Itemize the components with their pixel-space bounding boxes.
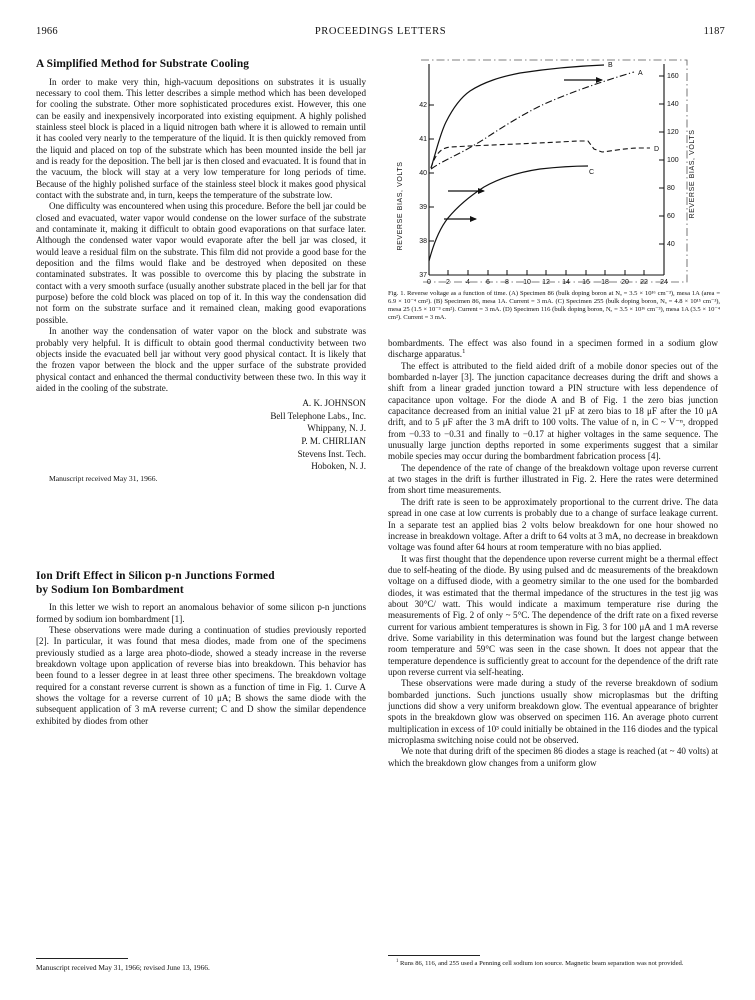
svg-text:41: 41 <box>419 136 427 143</box>
figure-border <box>421 60 687 282</box>
svg-text:38: 38 <box>419 238 427 245</box>
svg-text:140: 140 <box>667 101 679 108</box>
footnote-rule <box>388 955 480 956</box>
svg-text:8: 8 <box>505 279 509 286</box>
svg-text:20: 20 <box>621 279 629 286</box>
svg-text:4: 4 <box>466 279 470 286</box>
author-location: Hoboken, N. J. <box>311 461 366 472</box>
footnote-reference: 1 <box>462 348 466 356</box>
page-number-right: 1187 <box>703 26 725 37</box>
figure-1 <box>388 56 720 322</box>
column-spacer <box>36 484 366 570</box>
right-column-paragraph: The dependence of the rate of change of the breakdown voltage upon reverse current at two stages in the drift is further illustrated in Fig. 2. Here the rates were determined from short time measurements. <box>388 462 718 496</box>
journal-section-title: PROCEEDINGS LETTERS <box>314 26 447 37</box>
left-column <box>36 58 366 727</box>
footnote-marker: 1 <box>396 958 399 964</box>
article-2-paragraph: In this letter we wish to report an anomalous behavior of some silicon p-n junctions formed by sodium ion bombardment [1]. <box>36 602 366 624</box>
svg-text:16: 16 <box>582 279 590 286</box>
curve-a-label: A <box>638 70 643 77</box>
svg-text:0: 0 <box>427 279 431 286</box>
curve-b-arrow-annotation <box>564 77 603 83</box>
svg-text:10: 10 <box>523 279 531 286</box>
author-affiliation: Bell Telephone Labs., Inc. <box>270 410 366 421</box>
article-1-signature <box>36 397 366 473</box>
running-head <box>36 26 725 40</box>
right-column <box>388 338 718 769</box>
svg-text:120: 120 <box>667 129 679 136</box>
svg-text:40: 40 <box>667 241 675 248</box>
svg-text:100: 100 <box>667 157 679 164</box>
x-axis-ticks <box>429 270 664 275</box>
article-2-title <box>36 570 366 597</box>
figure-1-plot <box>388 56 720 288</box>
author-affiliation: Stevens Inst. Tech. <box>297 448 366 459</box>
article-1-paragraph: In another way the condensation of water vapor on the block and substrate was probably very helpful. It is difficult to obtain good thermal conductivity between two objects inside the evacuated bell jar without very good physical contact. It is likely that the frozen vapor between the block and the upper surface of the substrate provided physical contact and enhanced the thermal conductivity between these two. In this way it aided in the cooling of the substrate. <box>36 326 366 393</box>
svg-text:40: 40 <box>419 170 427 177</box>
y-axis-right-title: REVERSE BIAS, VOLTS <box>689 129 696 219</box>
curve-d-label: D <box>654 146 660 153</box>
curve-c <box>429 166 588 261</box>
y-axis-left-tick-labels <box>419 102 427 279</box>
curve-a <box>431 72 634 169</box>
svg-text:160: 160 <box>667 73 679 80</box>
right-column-paragraph: We note that during drift of the specimen 86 diodes a stage is reached (at ~ 40 volts) at which the breakdown glow changes from a uniform glow <box>388 746 718 768</box>
y-axis-right-tick-labels <box>667 73 679 248</box>
right-column-paragraph: The drift rate is seen to be approximately proportional to the current drive. The data spread in one case at low currents is probably due to a change of surface leakage current. In a separate test an applied bias 2 volts below breakdown for one hour showed no increase in breakdown voltage. After a drift to 64 volts at 3 mA, no decrease in breakdown voltage was found after 64 hours at room temperature with no bias applied. <box>388 496 718 553</box>
y-axis-left-title: REVERSE BIAS, VOLTS <box>397 161 404 251</box>
article-2-title-line-2: by Sodium Ion Bombardment <box>36 583 184 596</box>
svg-text:60: 60 <box>667 213 675 220</box>
right-column-paragraph-text: bombardments. The effect was also found in a specimen formed in a sodium glow discharge apparatus. <box>388 338 718 360</box>
svg-text:24: 24 <box>660 279 668 286</box>
page-number-left: 1966 <box>36 26 58 37</box>
svg-text:6: 6 <box>486 279 490 286</box>
article-1-manuscript-note: Manuscript received May 31, 1966. <box>49 473 158 483</box>
article-1-paragraph: In order to make very thin, high-vacuum depositions on substrates it is usually necessary to cool them. This letter describes a simple method which has been developed for cooling the substrate. Other more sophisticated procedures exist. However, this one can be easily and inexpensively incorporated into existing equipment. A highly polished stainless steel block is placed in a liquid nitrogen bath where it is allowed to remain until it has cooled very nearly to the temperature of the liquid. It is then quickly removed from the liquid and placed on top of the substrate which has been mounted inside the bell jar and is ready for the deposition. The bell jar is then closed and evacuated. It is found that in the vacuum, the block will stay at a very low temperature for long periods of time. Because of the highly polished surface of the stainless steel block it makes good physical contact with the substrate and, in turn, keeps the temperature of the substrate low. <box>36 76 366 201</box>
article-2-manuscript-note: Manuscript received May 31, 1966; revised June 13, 1966. <box>36 963 210 972</box>
svg-text:22: 22 <box>640 279 648 286</box>
article-2-paragraph: These observations were made during a continuation of studies previously reported [2]. In particular, it was found that mesa diodes, made from one of the specimens previously studied as a large area photo-diode, showed a steady increase in the reverse breakdown voltage upon application of reverse bias into breakdown. This behavior has been found to a lesser degree in at least three other specimens. The breakdown voltage required for a constant reverse current is shown as a function of time in Fig. 1. Curve A shows the voltage for a reverse current of 10 μA; B shows the same diode with the subsequent application of 3 mA reverse current; C and D show the similar dependence exhibited by diodes from other <box>36 625 366 726</box>
x-axis-tick-labels <box>427 279 668 286</box>
figure-1-caption <box>388 290 720 322</box>
article-1-paragraph: One difficulty was encountered when using this procedure. Before the bell jar could be closed and evacuated, water vapor would condense on the lower surface of the substrate and contaminate it, making it difficult to obtain good evaporations on that surface later. Although the condensed water vapor would evaporate after the bell jar was closed, it would leave a residual film on the substrate. This film did not provide a good base for the deposition and the films would flake and be destroyed when deposited on these contaminated substrates. It was possible to overcome this by placing the substrate in contact with a very smooth surface (usually another substrate placed in the bell jar for that purpose) before the cold block was placed on top of it. In this way the condensation did not form on the substrate surface and it remained clean, making good evaporations possible. <box>36 201 366 325</box>
svg-text:42: 42 <box>419 102 427 109</box>
curve-b-label: B <box>608 62 613 69</box>
svg-text:39: 39 <box>419 204 427 211</box>
article-2-title-line-1: Ion Drift Effect in Silicon p-n Junctions Formed <box>36 570 275 583</box>
author-name: A. K. JOHNSON <box>302 398 366 409</box>
svg-text:2: 2 <box>446 279 450 286</box>
right-column-paragraph: The effect is attributed to the field aided drift of a mobile donor species out of the bombarded n-layer [3]. The junction capacitance decreases during the drift and shows a shift from a linear graded junction toward a PIN structure with less dependence of capacitance upon voltage. For the diode A and B of Fig. 1 the zero bias junction capacitance decreased from an initial value 21 μF at zero bias to 18 μF after the 10 μA drift, and to 5 μF after the 3 mA drift to 100 volts. The value of n, in C ~ V⁻ⁿ, dropped from −0.33 to −0.31 and finally to −0.17 at higher voltages in the same sequence. The unusually large junction depths reported in some experiments suggest that a similar mobile species may occur during the bombardment fabrication process [4]. <box>388 360 718 462</box>
svg-text:80: 80 <box>667 185 675 192</box>
curve-c-arrow-annotation <box>448 188 485 194</box>
svg-text:14: 14 <box>562 279 570 286</box>
right-column-footnote <box>388 955 720 968</box>
footnote-rule <box>36 958 128 959</box>
article-2-footnote-area <box>36 958 366 972</box>
right-column-paragraph <box>388 338 718 361</box>
curve-d <box>431 141 650 168</box>
y-axis-right-ticks <box>659 76 664 244</box>
y-axis-left-ticks <box>429 105 434 275</box>
curve-c-label: C <box>589 169 595 176</box>
reverse-bias-vs-time-chart <box>388 56 720 288</box>
right-column-paragraph: These observations were made during a study of the reverse breakdown of sodium bombarded junctions. Such junctions usually show microplasmas but the drifting junctions did show a very uniform breakdown glow. The eventual appearance of brighter spots in the breakdown glow was observed on specimen 116. An average photo current multiplication in excess of 10³ could initially be obtained in the 116 diodes and the typical microplasma switching noise could not be observed. <box>388 678 718 746</box>
figure-1-label: Fig. 1. <box>388 290 406 297</box>
right-column-paragraph: It was first thought that the dependence upon reverse current might be a thermal effect due to self-heating of the diode. By using pulsed and dc measurements of the breakdown voltage on a diffused diode, with a geometry similar to the one used for the bombarded diodes, it was estimated that the thermal impedance of the structures in the test jig was about 30°C/ watt. This would indicate a maximum temperature rise during the measurements of Fig. 2 of only ~ 5°C. The dependence of the drift rate on a fixed reverse current for various ambient temperatures is shown in Fig. 3 for 100 μA and 1 mA reverse drive. Some variability in this determination was found but the largest change between room temperature and 59°C was seen in the case shown. It does not appear that the temperature dependence is sufficiently great to account for the dependence of the drift rate upon reverse current via self-heating. <box>388 553 718 677</box>
article-1-title: A Simplified Method for Substrate Cooling <box>36 58 250 70</box>
footnote-text <box>388 960 720 968</box>
svg-text:18: 18 <box>601 279 609 286</box>
svg-text:37: 37 <box>419 272 427 279</box>
author-location: Whippany, N. J. <box>307 423 366 434</box>
figure-1-caption-text: Reverse voltage as a function of time. (A) Specimen 86 (bulk doping boron at Nₐ = 3.5 × 10¹⁶ cm⁻³), mesa 1A (area = 6.9 × 10⁻⁴ cm²). (B) Specimen 86, mesa 1A. Current = 3 mA. (C) Specimen 255 (bulk doping boron, Nₐ = 4.8 × 10¹⁵ cm⁻³), mesa 25 (1.5 × 10⁻³ cm²). Current = 3 mA. (D) Specimen 116 (bulk doping boron, Nₐ = 3.5 × 10¹⁶ cm⁻³), mesa 1A (3.5 × 10⁻⁴ cm²). Current = 3 mA. <box>388 290 720 321</box>
footnote-body: Runs 86, 116, and 255 used a Penning cell sodium ion source. Magnetic beam separation was not provided. <box>400 960 684 967</box>
author-name: P. M. CHIRLIAN <box>301 436 366 446</box>
svg-text:12: 12 <box>542 279 550 286</box>
